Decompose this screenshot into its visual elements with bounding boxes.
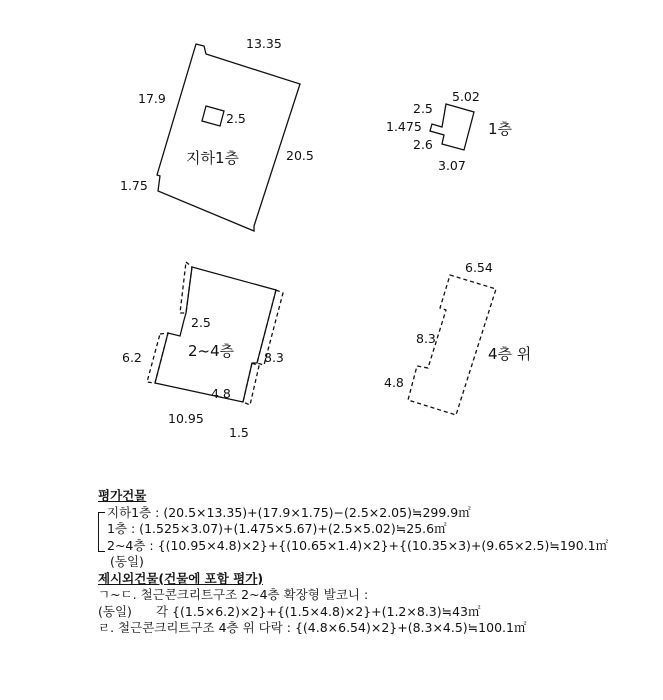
basement-calculation: 지하1층 : (20.5×13.35)+(17.9×1.75)−(2.5×2.05)≒299.9㎡ [107,504,471,520]
basement-dim-left: 17.9 [138,91,166,106]
basement-dim-top: 13.35 [246,36,282,51]
floors-2-4-balcony-left [147,333,168,383]
floors-2-4-dim-inner-upper: 2.5 [191,315,211,330]
first-floor-calculation: 1층 : (1.525×3.07)+(1.475×5.67)+(2.5×5.02)≒25.6㎡ [107,521,447,536]
floors-2-4-dim-bottom-right: 1.5 [229,425,249,440]
first-dim-top: 5.02 [452,89,480,104]
floors-2-4-outline [155,267,276,402]
floors-2-4-dim-bottom: 10.95 [168,411,204,426]
floors-2-4-dim-left: 6.2 [122,350,142,365]
attic-calculation: ㄹ. 철근콘크리트구조 4층 위 다락 : {(4.8×6.54)×2}+(8.3×4.5)≒100.1㎡ [98,620,527,635]
floors-2-4-plan [122,262,284,440]
balcony-description: ㄱ~ㄷ. 철근콘크리트구조 2~4층 확장형 발코니 : [98,587,369,602]
upper-floors-calculation: 2~4층 : {(10.95×4.8)×2}+{(10.65×1.4)×2}+{(10.35×3)+(9.65×2.5)≒190.1㎡ [107,537,609,553]
evaluated-buildings-group [98,505,658,555]
first-dim-left-mid: 1.475 [386,119,422,134]
first-dim-left-top: 2.5 [413,101,433,116]
same-note: (동일) [110,554,144,569]
first-floor-outline [430,104,474,150]
fourth-top-plan [384,260,531,415]
basement-dim-bottom-left: 1.75 [120,178,148,193]
first-dim-left-bottom: 2.6 [413,137,433,152]
floors-2-4-dim-right: 8.3 [264,350,284,365]
first-floor-plan [386,89,513,173]
floors-2-4-dim-inner-lower: 4.8 [211,386,231,401]
basement-label: 지하1층 [186,149,240,167]
heading-extra-buildings: 제시외건물(건물에 포함 평가) [98,570,264,586]
floors-2-4-balcony-top [180,262,192,313]
fourth-top-dim-middle: 8.3 [416,331,436,346]
floors-2-4-label: 2~4층 [188,342,235,360]
same-note-2: (동일) [98,603,132,619]
heading-evaluated-buildings: 평가건물 [98,488,147,503]
balcony-calculation-row [98,604,658,621]
area-calculation-notes [98,488,658,637]
fourth-top-label: 4층 위 [488,345,532,363]
basement-outline [157,44,300,231]
basement-dim-right: 20.5 [286,148,314,163]
basement-plan [120,36,314,231]
fourth-top-dim-top: 6.54 [465,260,493,275]
first-dim-bottom: 3.07 [438,158,466,173]
first-floor-label: 1층 [488,120,513,138]
basement-inner-box [202,106,224,126]
balcony-calculation: 각 {(1.5×6.2)×2}+{(1.5×4.8)×2}+(1.2×8.3)≒43㎡ [156,603,481,619]
basement-dim-inner: 2.5 [226,111,246,126]
fourth-top-dim-lower: 4.8 [384,375,404,390]
